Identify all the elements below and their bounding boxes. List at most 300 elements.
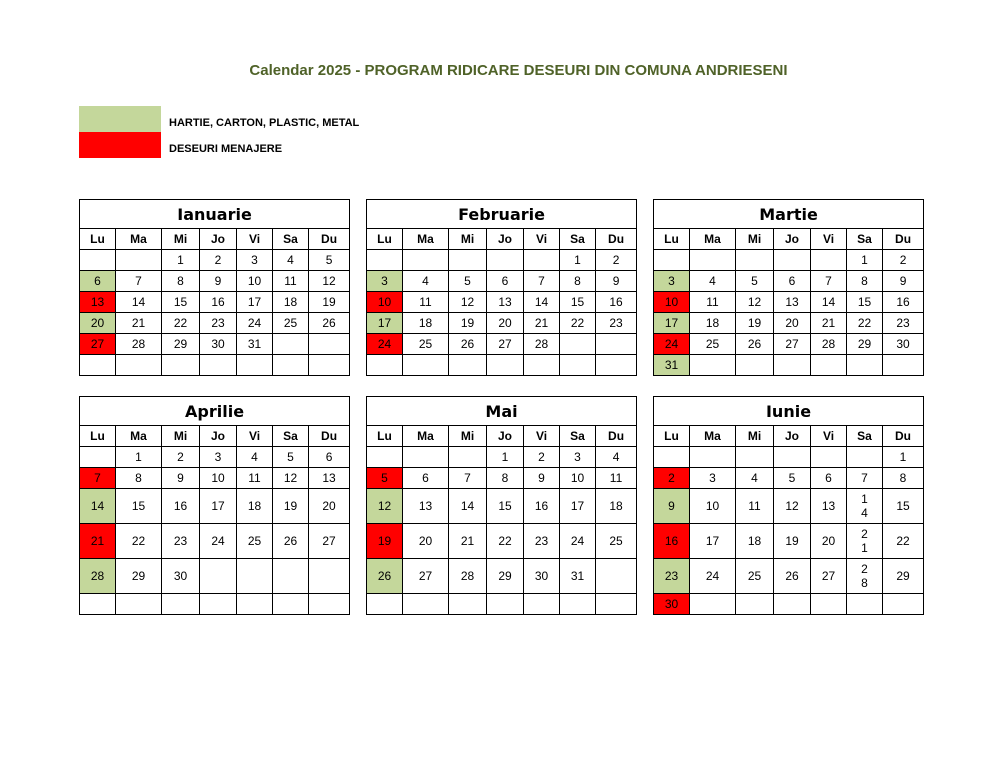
empty-day-cell bbox=[367, 594, 403, 615]
day-cell: 22 bbox=[883, 524, 924, 559]
day-cell: 27 bbox=[811, 559, 847, 594]
week-row bbox=[80, 489, 350, 524]
week-row bbox=[367, 594, 637, 615]
week-row bbox=[80, 271, 350, 292]
month-title: Mai bbox=[367, 397, 637, 426]
empty-day-cell bbox=[200, 355, 237, 376]
week-row bbox=[367, 559, 637, 594]
week-row bbox=[367, 250, 637, 271]
day-cell: 25 bbox=[403, 334, 449, 355]
day-cell: 16 bbox=[200, 292, 237, 313]
weekday-header: Sa bbox=[847, 426, 883, 447]
weekday-header: Jo bbox=[200, 426, 237, 447]
day-cell: 21 bbox=[116, 313, 162, 334]
weekday-header: Sa bbox=[273, 426, 309, 447]
day-cell: 15 bbox=[116, 489, 162, 524]
empty-day-cell bbox=[690, 447, 736, 468]
day-cell: 9 bbox=[524, 468, 560, 489]
empty-day-cell bbox=[774, 250, 811, 271]
week-row bbox=[367, 313, 637, 334]
empty-day-cell bbox=[449, 447, 487, 468]
empty-day-cell bbox=[449, 250, 487, 271]
day-cell: 8 bbox=[883, 468, 924, 489]
day-cell: 18 bbox=[736, 524, 774, 559]
empty-day-cell bbox=[524, 250, 560, 271]
day-cell: 16 bbox=[524, 489, 560, 524]
empty-day-cell bbox=[774, 594, 811, 615]
legend-swatch-green bbox=[79, 106, 161, 132]
week-row bbox=[367, 334, 637, 355]
day-cell: 13 bbox=[487, 292, 524, 313]
empty-day-cell bbox=[309, 355, 350, 376]
weekday-header: Mi bbox=[449, 229, 487, 250]
empty-day-cell bbox=[403, 447, 449, 468]
weekday-header: Du bbox=[596, 426, 637, 447]
day-cell: 17 bbox=[560, 489, 596, 524]
empty-day-cell bbox=[237, 559, 273, 594]
day-cell: 23 bbox=[654, 559, 690, 594]
empty-day-cell bbox=[309, 334, 350, 355]
empty-day-cell bbox=[237, 355, 273, 376]
day-cell: 2 bbox=[883, 250, 924, 271]
day-cell: 9 bbox=[200, 271, 237, 292]
day-cell: 1 bbox=[162, 250, 200, 271]
day-cell: 29 bbox=[847, 334, 883, 355]
day-cell: 15 bbox=[883, 489, 924, 524]
empty-day-cell bbox=[811, 594, 847, 615]
day-cell: 21 bbox=[811, 313, 847, 334]
day-cell: 16 bbox=[596, 292, 637, 313]
day-cell: 11 bbox=[403, 292, 449, 313]
month-aprilie bbox=[79, 396, 349, 615]
day-cell: 14 bbox=[524, 292, 560, 313]
day-cell: 7 bbox=[847, 468, 883, 489]
empty-day-cell bbox=[237, 594, 273, 615]
weekday-header: Jo bbox=[487, 426, 524, 447]
day-cell: 10 bbox=[654, 292, 690, 313]
day-cell: 20 bbox=[80, 313, 116, 334]
weekday-header: Ma bbox=[116, 426, 162, 447]
day-cell: 27 bbox=[487, 334, 524, 355]
day-number: 28 bbox=[861, 562, 868, 590]
weekday-header: Du bbox=[309, 229, 350, 250]
day-cell: 6 bbox=[487, 271, 524, 292]
empty-day-cell bbox=[774, 447, 811, 468]
empty-day-cell bbox=[736, 447, 774, 468]
day-cell: 6 bbox=[811, 468, 847, 489]
weekday-header: Lu bbox=[367, 426, 403, 447]
day-cell: 7 bbox=[116, 271, 162, 292]
empty-day-cell bbox=[560, 355, 596, 376]
empty-day-cell bbox=[596, 594, 637, 615]
empty-day-cell bbox=[736, 355, 774, 376]
day-cell: 23 bbox=[596, 313, 637, 334]
day-cell: 10 bbox=[690, 489, 736, 524]
day-cell: 28 bbox=[449, 559, 487, 594]
month-ianuarie bbox=[79, 199, 349, 376]
week-row bbox=[80, 334, 350, 355]
week-row bbox=[654, 334, 924, 355]
month-title: Martie bbox=[654, 200, 924, 229]
weekday-header: Mi bbox=[162, 229, 200, 250]
empty-day-cell bbox=[690, 594, 736, 615]
weekday-header: Ma bbox=[403, 229, 449, 250]
day-cell: 7 bbox=[80, 468, 116, 489]
weekday-header: Vi bbox=[811, 426, 847, 447]
empty-day-cell bbox=[367, 250, 403, 271]
day-cell: 30 bbox=[200, 334, 237, 355]
empty-day-cell bbox=[811, 447, 847, 468]
day-cell: 10 bbox=[200, 468, 237, 489]
weekday-header: Du bbox=[309, 426, 350, 447]
week-row bbox=[654, 355, 924, 376]
day-cell: 12 bbox=[736, 292, 774, 313]
day-cell: 3 bbox=[654, 271, 690, 292]
day-cell: 16 bbox=[162, 489, 200, 524]
day-cell: 24 bbox=[200, 524, 237, 559]
day-cell: 4 bbox=[273, 250, 309, 271]
empty-day-cell bbox=[736, 250, 774, 271]
day-cell: 2 bbox=[162, 447, 200, 468]
weekday-header: Sa bbox=[560, 229, 596, 250]
day-cell: 13 bbox=[811, 489, 847, 524]
empty-day-cell bbox=[200, 594, 237, 615]
weekday-header: Ma bbox=[403, 426, 449, 447]
day-cell: 13 bbox=[403, 489, 449, 524]
day-cell: 11 bbox=[736, 489, 774, 524]
day-cell: 12 bbox=[273, 468, 309, 489]
day-cell: 24 bbox=[367, 334, 403, 355]
day-cell: 13 bbox=[774, 292, 811, 313]
weekday-header: Jo bbox=[774, 229, 811, 250]
legend-label: DESEURI MENAJERE bbox=[169, 143, 283, 155]
weekday-header: Lu bbox=[654, 229, 690, 250]
empty-day-cell bbox=[367, 447, 403, 468]
empty-day-cell bbox=[811, 250, 847, 271]
day-cell: 28 bbox=[80, 559, 116, 594]
empty-day-cell bbox=[596, 559, 637, 594]
week-row bbox=[80, 594, 350, 615]
day-cell: 4 bbox=[690, 271, 736, 292]
day-cell: 19 bbox=[736, 313, 774, 334]
legend-swatch-red bbox=[79, 132, 161, 158]
day-cell: 21 bbox=[524, 313, 560, 334]
day-cell: 1 bbox=[487, 447, 524, 468]
day-cell: 11 bbox=[596, 468, 637, 489]
empty-day-cell bbox=[162, 355, 200, 376]
day-cell: 12 bbox=[449, 292, 487, 313]
week-row bbox=[367, 468, 637, 489]
empty-day-cell bbox=[524, 355, 560, 376]
day-cell: 20 bbox=[487, 313, 524, 334]
day-cell: 28 bbox=[524, 334, 560, 355]
week-row bbox=[80, 468, 350, 489]
month-title: Iunie bbox=[654, 397, 924, 426]
weekday-header: Mi bbox=[162, 426, 200, 447]
day-cell: 2 bbox=[200, 250, 237, 271]
day-cell: 28 bbox=[811, 334, 847, 355]
empty-day-cell bbox=[200, 559, 237, 594]
weekday-header: Sa bbox=[273, 229, 309, 250]
empty-day-cell bbox=[116, 594, 162, 615]
day-cell: 22 bbox=[162, 313, 200, 334]
day-cell: 8 bbox=[847, 271, 883, 292]
day-cell: 20 bbox=[403, 524, 449, 559]
month-table bbox=[366, 199, 637, 376]
day-cell: 21 bbox=[80, 524, 116, 559]
day-cell: 14 bbox=[449, 489, 487, 524]
day-cell: 6 bbox=[80, 271, 116, 292]
empty-day-cell bbox=[654, 250, 690, 271]
day-cell: 17 bbox=[654, 313, 690, 334]
week-row bbox=[80, 292, 350, 313]
empty-day-cell bbox=[736, 594, 774, 615]
week-row bbox=[367, 355, 637, 376]
empty-day-cell bbox=[690, 355, 736, 376]
day-cell: 29 bbox=[487, 559, 524, 594]
day-cell: 30 bbox=[162, 559, 200, 594]
week-row bbox=[80, 524, 350, 559]
day-cell: 29 bbox=[883, 559, 924, 594]
weekday-header: Jo bbox=[774, 426, 811, 447]
weekday-header: Lu bbox=[367, 229, 403, 250]
empty-day-cell bbox=[654, 447, 690, 468]
weekday-header: Lu bbox=[80, 426, 116, 447]
day-cell: 31 bbox=[237, 334, 273, 355]
week-row bbox=[80, 313, 350, 334]
empty-day-cell bbox=[162, 594, 200, 615]
day-cell: 30 bbox=[654, 594, 690, 615]
weekday-header: Vi bbox=[237, 426, 273, 447]
month-table bbox=[653, 199, 924, 376]
day-cell: 5 bbox=[774, 468, 811, 489]
day-cell: 31 bbox=[560, 559, 596, 594]
empty-day-cell bbox=[80, 250, 116, 271]
week-row bbox=[654, 250, 924, 271]
empty-day-cell bbox=[883, 594, 924, 615]
month-title: Februarie bbox=[367, 200, 637, 229]
day-cell: 14 bbox=[116, 292, 162, 313]
empty-day-cell bbox=[560, 594, 596, 615]
day-cell: 11 bbox=[273, 271, 309, 292]
day-cell: 18 bbox=[273, 292, 309, 313]
day-cell: 14 bbox=[80, 489, 116, 524]
month-martie bbox=[653, 199, 923, 376]
day-cell: 18 bbox=[237, 489, 273, 524]
month-title: Aprilie bbox=[80, 397, 350, 426]
month-februarie bbox=[366, 199, 636, 376]
day-cell: 17 bbox=[237, 292, 273, 313]
empty-day-cell bbox=[487, 355, 524, 376]
day-cell: 26 bbox=[367, 559, 403, 594]
day-cell: 4 bbox=[237, 447, 273, 468]
day-cell: 25 bbox=[273, 313, 309, 334]
weekday-header: Lu bbox=[80, 229, 116, 250]
day-cell: 3 bbox=[237, 250, 273, 271]
day-cell: 25 bbox=[237, 524, 273, 559]
day-cell: 1 bbox=[560, 250, 596, 271]
weekday-header: Sa bbox=[560, 426, 596, 447]
day-cell: 15 bbox=[560, 292, 596, 313]
day-cell: 13 bbox=[309, 468, 350, 489]
day-cell: 18 bbox=[596, 489, 637, 524]
day-cell: 20 bbox=[811, 524, 847, 559]
day-cell: 12 bbox=[774, 489, 811, 524]
week-row bbox=[654, 468, 924, 489]
empty-day-cell bbox=[80, 594, 116, 615]
day-number: 14 bbox=[861, 492, 868, 520]
week-row bbox=[654, 524, 924, 559]
empty-day-cell bbox=[596, 355, 637, 376]
day-cell: 10 bbox=[367, 292, 403, 313]
day-cell: 23 bbox=[524, 524, 560, 559]
day-cell: 7 bbox=[524, 271, 560, 292]
day-cell: 3 bbox=[560, 447, 596, 468]
weekday-header: Vi bbox=[524, 426, 560, 447]
day-cell: 24 bbox=[654, 334, 690, 355]
empty-day-cell bbox=[596, 334, 637, 355]
empty-day-cell bbox=[847, 355, 883, 376]
day-cell: 28 bbox=[116, 334, 162, 355]
day-cell bbox=[847, 524, 883, 559]
week-row bbox=[654, 271, 924, 292]
day-cell: 7 bbox=[449, 468, 487, 489]
weekday-header: Mi bbox=[736, 229, 774, 250]
day-cell: 8 bbox=[560, 271, 596, 292]
day-cell: 18 bbox=[403, 313, 449, 334]
day-cell: 25 bbox=[596, 524, 637, 559]
day-cell: 11 bbox=[237, 468, 273, 489]
day-cell: 25 bbox=[690, 334, 736, 355]
day-cell: 6 bbox=[403, 468, 449, 489]
day-cell: 29 bbox=[116, 559, 162, 594]
week-row bbox=[80, 250, 350, 271]
empty-day-cell bbox=[811, 355, 847, 376]
day-cell: 17 bbox=[690, 524, 736, 559]
empty-day-cell bbox=[487, 250, 524, 271]
day-cell: 1 bbox=[116, 447, 162, 468]
day-cell: 19 bbox=[367, 524, 403, 559]
day-cell: 18 bbox=[690, 313, 736, 334]
weekday-header: Du bbox=[883, 229, 924, 250]
empty-day-cell bbox=[449, 594, 487, 615]
day-cell: 25 bbox=[736, 559, 774, 594]
day-number: 21 bbox=[861, 527, 868, 555]
empty-day-cell bbox=[80, 355, 116, 376]
day-cell: 29 bbox=[162, 334, 200, 355]
day-cell: 17 bbox=[200, 489, 237, 524]
empty-day-cell bbox=[309, 559, 350, 594]
week-row bbox=[654, 447, 924, 468]
day-cell: 11 bbox=[690, 292, 736, 313]
day-cell: 15 bbox=[847, 292, 883, 313]
empty-day-cell bbox=[847, 594, 883, 615]
month-table bbox=[79, 199, 350, 376]
day-cell: 26 bbox=[449, 334, 487, 355]
day-cell: 15 bbox=[162, 292, 200, 313]
day-cell: 14 bbox=[811, 292, 847, 313]
day-cell: 24 bbox=[690, 559, 736, 594]
day-cell: 10 bbox=[237, 271, 273, 292]
week-row bbox=[367, 489, 637, 524]
empty-day-cell bbox=[80, 447, 116, 468]
day-cell: 19 bbox=[449, 313, 487, 334]
weekday-header: Sa bbox=[847, 229, 883, 250]
week-row bbox=[80, 447, 350, 468]
day-cell: 8 bbox=[162, 271, 200, 292]
day-cell: 12 bbox=[309, 271, 350, 292]
weekday-header: Jo bbox=[487, 229, 524, 250]
day-cell: 22 bbox=[560, 313, 596, 334]
page-title: Calendar 2025 - PROGRAM RIDICARE DESEURI DIN COMUNA ANDRIESENI bbox=[249, 62, 788, 79]
empty-day-cell bbox=[116, 250, 162, 271]
day-cell: 5 bbox=[309, 250, 350, 271]
day-cell: 5 bbox=[736, 271, 774, 292]
weekday-header: Vi bbox=[811, 229, 847, 250]
day-cell: 23 bbox=[162, 524, 200, 559]
weekday-header: Mi bbox=[449, 426, 487, 447]
week-row bbox=[654, 313, 924, 334]
empty-day-cell bbox=[273, 355, 309, 376]
day-cell: 26 bbox=[309, 313, 350, 334]
weekday-header: Ma bbox=[116, 229, 162, 250]
day-cell: 27 bbox=[80, 334, 116, 355]
day-cell: 3 bbox=[690, 468, 736, 489]
empty-day-cell bbox=[883, 355, 924, 376]
weekday-header: Vi bbox=[237, 229, 273, 250]
empty-day-cell bbox=[774, 355, 811, 376]
month-table bbox=[79, 396, 350, 615]
legend-label: HARTIE, CARTON, PLASTIC, METAL bbox=[169, 117, 360, 129]
empty-day-cell bbox=[690, 250, 736, 271]
day-cell: 23 bbox=[883, 313, 924, 334]
weekday-header: Mi bbox=[736, 426, 774, 447]
day-cell: 19 bbox=[774, 524, 811, 559]
day-cell: 2 bbox=[524, 447, 560, 468]
day-cell bbox=[847, 559, 883, 594]
empty-day-cell bbox=[273, 594, 309, 615]
day-cell: 27 bbox=[403, 559, 449, 594]
day-cell: 22 bbox=[847, 313, 883, 334]
day-cell: 2 bbox=[596, 250, 637, 271]
day-cell: 8 bbox=[487, 468, 524, 489]
day-cell: 9 bbox=[654, 489, 690, 524]
day-cell: 22 bbox=[487, 524, 524, 559]
day-cell: 21 bbox=[449, 524, 487, 559]
day-cell: 1 bbox=[847, 250, 883, 271]
month-table bbox=[653, 396, 924, 615]
day-cell: 23 bbox=[200, 313, 237, 334]
week-row bbox=[367, 447, 637, 468]
day-cell: 2 bbox=[654, 468, 690, 489]
day-cell: 9 bbox=[883, 271, 924, 292]
week-row bbox=[367, 271, 637, 292]
week-row bbox=[654, 292, 924, 313]
day-cell: 20 bbox=[309, 489, 350, 524]
week-row bbox=[654, 489, 924, 524]
day-cell: 5 bbox=[273, 447, 309, 468]
empty-day-cell bbox=[560, 334, 596, 355]
month-table bbox=[366, 396, 637, 615]
day-cell: 7 bbox=[811, 271, 847, 292]
weekday-header: Ma bbox=[690, 426, 736, 447]
day-cell: 27 bbox=[774, 334, 811, 355]
day-cell: 15 bbox=[487, 489, 524, 524]
month-title: Ianuarie bbox=[80, 200, 350, 229]
day-cell: 19 bbox=[273, 489, 309, 524]
day-cell: 17 bbox=[367, 313, 403, 334]
day-cell: 8 bbox=[116, 468, 162, 489]
